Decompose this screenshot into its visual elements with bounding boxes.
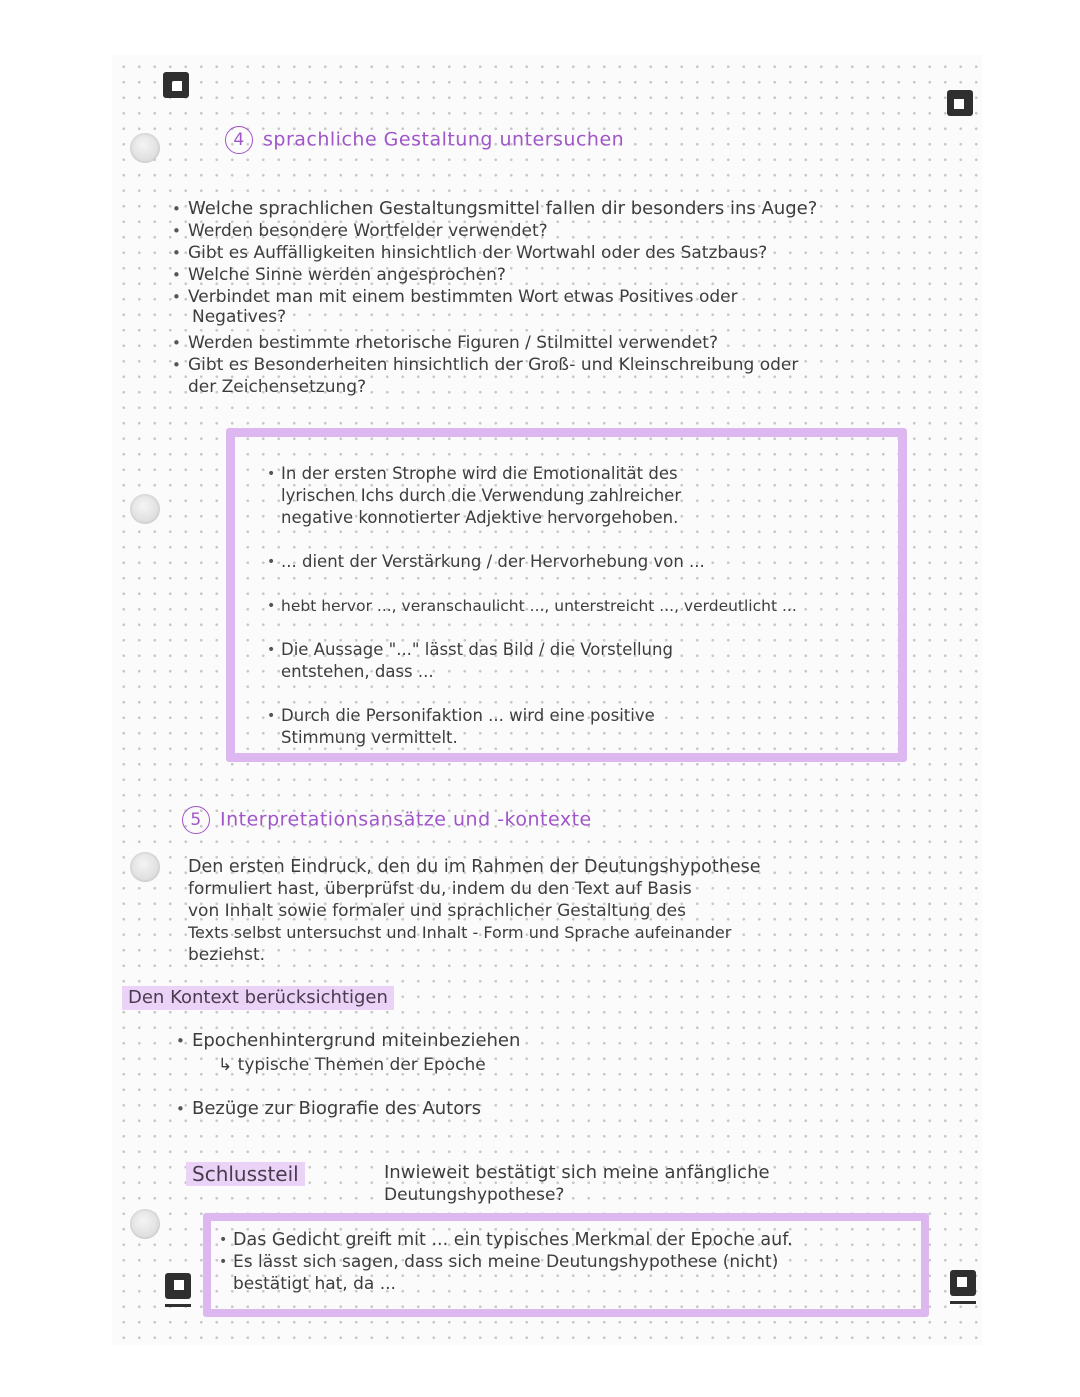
section-number-4: 4 — [225, 126, 253, 154]
section-5-paragraph-line-4: Texts selbst untersuchst und Inhalt - Form und Sprache aufeinander — [188, 923, 732, 942]
question-3: • Gibt es Auffälligkeiten hinsichtlich der Wortwahl oder des Satzbaus? — [188, 242, 767, 264]
phrase-1-line-3: negative konnotierter Adjektive hervorgehoben. — [281, 508, 679, 527]
binder-hole-2 — [130, 494, 160, 524]
phrase-1-line-2: lyrischen Ichs durch die Verwendung zahlreicher — [281, 486, 682, 505]
context-heading: Den Kontext berücksichtigen — [122, 986, 394, 1010]
question-7-continued: der Zeichensetzung? — [188, 377, 367, 397]
phrases-box — [226, 428, 907, 762]
section-5-heading — [182, 806, 592, 834]
phrase-3: • hebt hervor ..., veranschaulicht ..., unterstreicht ..., verdeutlicht ... — [281, 595, 797, 617]
section-5-title: Interpretationsansätze und -kontexte — [220, 808, 592, 831]
question-2: • Werden besondere Wortfelder verwendet? — [188, 220, 548, 242]
section-4-title: sprachliche Gestaltung untersuchen — [263, 128, 625, 151]
context-item-2: • Bezüge zur Biografie des Autors — [192, 1098, 481, 1120]
corner-marker-top-left — [163, 72, 189, 98]
binder-hole-4 — [130, 1209, 160, 1239]
section-number-5: 5 — [182, 806, 210, 834]
corner-marker-bottom-left — [165, 1273, 191, 1299]
section-5-paragraph-line-2: formuliert hast, überprüfst du, indem du den Text auf Basis — [188, 879, 692, 899]
conclusion-box-line-1: • Das Gedicht greift mit ... ein typisches Merkmal der Epoche auf. — [233, 1229, 793, 1251]
section-5-paragraph-line-1: Den ersten Eindruck, den du im Rahmen der Deutungshypothese — [188, 857, 761, 877]
question-5-continued: Negatives? — [192, 307, 287, 327]
conclusion-question-line-1: Inwieweit bestätigt sich meine anfängliche — [384, 1162, 770, 1183]
conclusion-heading: Schlussteil — [186, 1162, 305, 1186]
conclusion-box-line-2: • Es lässt sich sagen, dass sich meine Deutungshypothese (nicht) — [233, 1251, 778, 1273]
question-5: • Verbindet man mit einem bestimmten Wort etwas Positives oder — [188, 286, 738, 308]
section-4-heading — [225, 126, 624, 154]
question-6: • Werden bestimmte rhetorische Figuren / Stilmittel verwendet? — [188, 332, 718, 354]
context-item-1: • Epochenhintergrund miteinbeziehen — [192, 1030, 520, 1052]
corner-marker-top-right — [947, 90, 973, 116]
binder-hole-3 — [130, 852, 160, 882]
conclusion-box-line-3: bestätigt hat, da ... — [233, 1274, 396, 1294]
phrase-5-line-2: Stimmung vermittelt. — [281, 728, 458, 747]
question-7: • Gibt es Besonderheiten hinsichtlich der Groß- und Kleinschreibung oder — [188, 354, 798, 376]
phrase-2: • ... dient der Verstärkung / der Hervorhebung von ... — [281, 551, 705, 573]
phrase-5-line-1: • Durch die Personifaktion ... wird eine positive — [281, 705, 655, 727]
section-5-paragraph-line-5: beziehst. — [188, 945, 266, 965]
binder-hole-1 — [130, 133, 160, 163]
question-1: • Welche sprachlichen Gestaltungsmittel fallen dir besonders ins Auge? — [188, 198, 817, 220]
context-item-1-sub: ↳ typische Themen der Epoche — [218, 1055, 486, 1075]
conclusion-box — [203, 1213, 929, 1317]
phrase-1-line-1: • In der ersten Strophe wird die Emotionalität des — [281, 463, 678, 485]
phrase-4-line-2: entstehen, dass ... — [281, 662, 434, 681]
phrase-4-line-1: • Die Aussage "..." lässt das Bild / die Vorstellung — [281, 639, 673, 661]
corner-marker-bottom-right — [950, 1270, 976, 1296]
conclusion-question-line-2: Deutungshypothese? — [384, 1185, 565, 1205]
question-4: • Welche Sinne werden angesprochen? — [188, 264, 506, 286]
section-5-paragraph-line-3: von Inhalt sowie formaler und sprachlicher Gestaltung des — [188, 901, 686, 921]
